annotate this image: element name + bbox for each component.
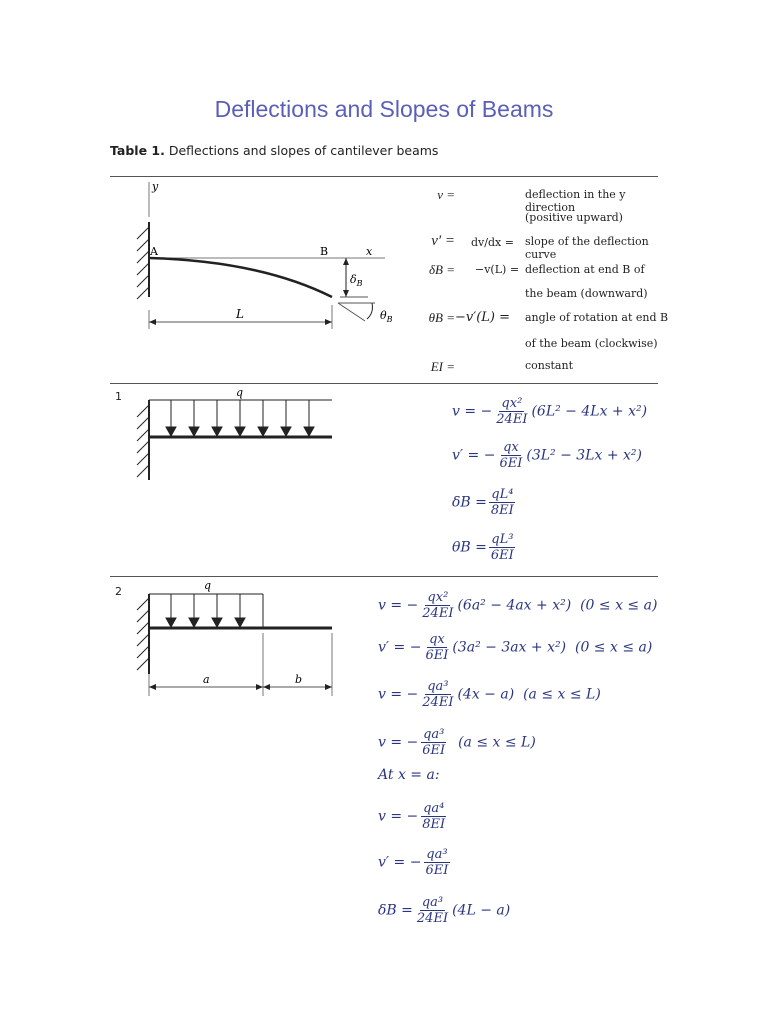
- load-arrow-head: [235, 427, 245, 436]
- case-2-eq-5: v = − $\frac{\text{qa⁴}}{8EI}$: [378, 801, 446, 832]
- def-expr-vprime: dv/dx =: [471, 236, 514, 249]
- thetaB-label: $\theta_B$: [380, 309, 393, 324]
- def-desc-thetaB2: of the beam (clockwise): [525, 337, 658, 350]
- def-sym-thetaB: θB =: [428, 310, 455, 325]
- point-b-label: B: [320, 245, 329, 258]
- case-1-eq-3: δB = $\frac{\text{qL⁴}}{8EI}$: [452, 487, 514, 518]
- page-title: Deflections and Slopes of Beams: [214, 96, 554, 122]
- caption-text: Deflections and slopes of cantilever beams: [168, 143, 439, 158]
- load-arrow-head: [189, 427, 199, 436]
- case-2-diagram: [110, 578, 350, 708]
- def-desc-deltaB2: the beam (downward): [525, 287, 648, 300]
- load-arrow-head: [212, 618, 222, 627]
- deltaB-label: $\delta_B$: [350, 273, 363, 288]
- load-arrow-head: [281, 427, 291, 436]
- load-arrow-head: [258, 427, 268, 436]
- load-arrow-head: [212, 427, 222, 436]
- case-2-eq-6: v′ = − $\frac{\text{qa³}}{6EI}$: [378, 847, 449, 878]
- dim-a-label: a: [203, 673, 210, 686]
- case-1-number: 1: [115, 390, 122, 403]
- def-desc-EI: constant: [525, 359, 573, 372]
- cantilever-definition-diagram: [110, 177, 410, 382]
- case-2-number: 2: [115, 585, 122, 598]
- case-2-eq-4: v = − $\frac{\text{qa³}}{6EI}$ (a ≤ x ≤ L): [378, 727, 536, 758]
- def-desc-thetaB: angle of rotation at end B: [525, 311, 669, 324]
- table-rule-1: [110, 383, 658, 384]
- case-2-eq-2: v′ = − $\frac{qx}{6EI}$ (3a² − 3ax + x²) (0 ≤ x ≤ a): [378, 632, 653, 663]
- case-1-eq-1: v = − $\frac{\text{qx²}}{24EI}$ (6L² − 4Lx + x²): [452, 396, 648, 427]
- load-arrow-head: [235, 618, 245, 627]
- def-desc-deltaB: deflection at end B of: [525, 263, 645, 276]
- case-2-eq-7: δB = $\frac{\text{qa³}}{24EI}$ (4L − a): [378, 895, 511, 926]
- def-sym-vprime: v′ =: [431, 233, 455, 249]
- load-arrow-head: [304, 427, 314, 436]
- case-1-diagram: [110, 385, 350, 485]
- load-arrow-head: [189, 618, 199, 627]
- def-desc-v: deflection in the y direction: [525, 188, 626, 214]
- deflected-beam: [149, 258, 332, 297]
- def-sym-deltaB: δB =: [428, 262, 455, 277]
- table-rule-2: [110, 576, 658, 577]
- length-L-label: L: [236, 307, 244, 321]
- caption-label: Table 1.: [110, 143, 165, 158]
- case-1-eq-4: θB = $\frac{\text{qL³}}{6EI}$: [452, 532, 514, 563]
- def-sym-EI: EI =: [430, 359, 455, 374]
- case-2-at-label: At x = a:: [378, 767, 440, 783]
- def-expr-deltaB: −v(L) =: [475, 263, 520, 276]
- load-arrow-head: [166, 618, 176, 627]
- case-1-eq-2: v′ = − $\frac{qx}{6EI}$ (3L² − 3Lx + x²): [452, 440, 642, 471]
- load-arrow-head: [166, 427, 176, 436]
- case-2-eq-3: v = − $\frac{\text{qa³}}{24EI}$ (4x − a) (a ≤ x ≤ L): [378, 679, 601, 710]
- def-desc-vprime: slope of the deflection curve: [525, 235, 649, 261]
- case-2-load-label: q: [204, 579, 212, 592]
- case-2-eq-1: v = − $\frac{\text{qx²}}{24EI}$ (6a² − 4ax + x²) (0 ≤ x ≤ a): [378, 590, 658, 621]
- y-axis-label: y: [152, 180, 159, 193]
- case-1-load-label: q: [236, 386, 244, 399]
- def-expr-thetaB: −v′(L) =: [455, 310, 510, 325]
- table-caption: [110, 143, 438, 158]
- definitions-list: [395, 187, 675, 377]
- point-a-label: A: [150, 245, 158, 258]
- x-axis-label: x: [366, 245, 373, 258]
- def-desc-v2: (positive upward): [525, 211, 623, 224]
- def-sym-v: v =: [437, 187, 455, 202]
- dim-b-label: b: [295, 673, 303, 686]
